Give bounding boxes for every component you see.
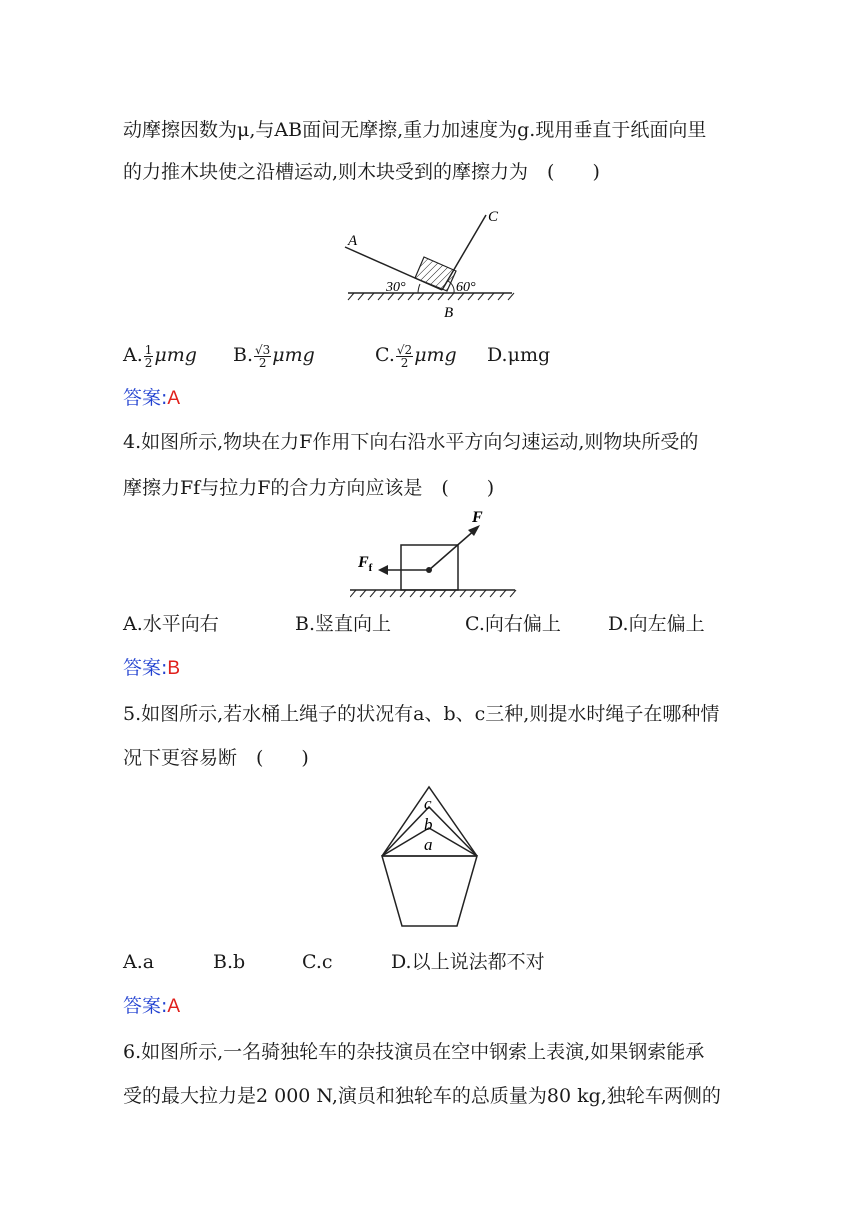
q5-option-d: D.以上说法都不对 (391, 951, 545, 973)
q3-text-line2: 的力推木块使之沿槽运动,则木块受到的摩擦力为 ( ) (123, 161, 600, 183)
label-C: C (488, 209, 499, 225)
label-A: A (348, 233, 358, 249)
q3-option-a: A. $\frac{1}{2}$ μmg (123, 342, 197, 370)
q3-option-b: B. $\frac{√3}{2}$ μmg (233, 342, 315, 370)
label-B: B (444, 305, 454, 321)
q3-groove-figure (340, 205, 520, 323)
q5-option-b: B.b (213, 951, 246, 973)
q4-option-b: B.竖直向上 (295, 613, 392, 635)
rope-label-b: b (424, 815, 433, 834)
angle-60-label: 60° (456, 280, 476, 295)
q3-answer: 答案:A (123, 387, 181, 409)
q5-text-line1: 5.如图所示,若水桶上绳子的状况有a、b、c三种,则提水时绳子在哪种情 (123, 703, 720, 725)
q3-text-line1: 动摩擦因数为μ,与AB面间无摩擦,重力加速度为g.现用垂直于纸面向里 (123, 119, 707, 141)
q5-bucket-figure (375, 780, 485, 930)
rope-label-c: c (424, 794, 432, 813)
q4-answer: 答案:B (123, 657, 181, 679)
q4-option-c: C.向右偏上 (465, 613, 561, 635)
q4-option-d: D.向左偏上 (608, 613, 705, 635)
q6-text-line1: 6.如图所示,一名骑独轮车的杂技演员在空中钢索上表演,如果钢索能承 (123, 1041, 705, 1063)
q3-option-d: D.μmg (487, 344, 551, 366)
q5-text-line2: 况下更容易断 ( ) (123, 747, 309, 769)
label-F: F (472, 509, 483, 526)
q4-block-figure (350, 505, 520, 605)
q5-answer: 答案:A (123, 995, 181, 1017)
angle-30-label: 30° (386, 280, 406, 295)
q4-option-a: A.水平向右 (123, 613, 219, 635)
q5-option-a: A.a (123, 951, 155, 973)
rope-label-a: a (424, 835, 433, 854)
q4-text-line1: 4.如图所示,物块在力F作用下向右沿水平方向匀速运动,则物块所受的 (123, 431, 699, 453)
q6-text-line2: 受的最大拉力是2 000 N,演员和独轮车的总质量为80 kg,独轮车两侧的 (123, 1085, 721, 1107)
q3-option-c: C. $\frac{√2}{2}$ μmg (375, 342, 457, 370)
label-Ff: $F_f$ (358, 554, 373, 574)
q4-text-line2: 摩擦力Ff与拉力F的合力方向应该是 ( ) (123, 477, 495, 499)
q5-option-c: C.c (302, 951, 333, 973)
